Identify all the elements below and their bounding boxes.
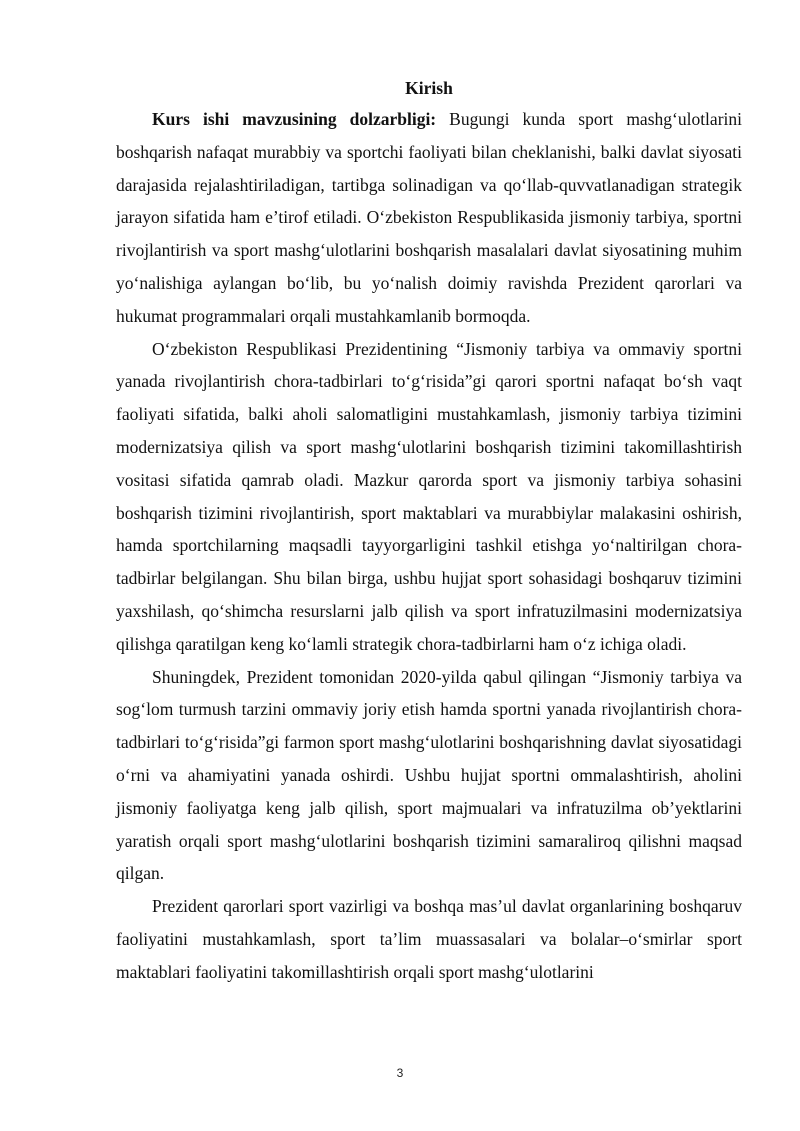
intro-lead: Kurs ishi mavzusining dolzarbligi: — [152, 109, 437, 129]
intro-text: Bugungi kunda sport mashg‘ulotlarini boshqarish nafaqat murabbiy va sportchi faoliyati bilan cheklanishi, balki davlat siyosati darajasida rejalashtiriladigan, tartibga solinadigan va qo‘llab-quvvatlanadigan strategik jarayon sifatida ham e’tirof etiladi. O‘zbekiston Respublikasida jismoniy tarbiya, sportni rivojlantirish va sport mashg‘ulotlarini boshqarish masalalari davlat siyosatining muhim yo‘nalishiga aylangan bo‘lib, bu yo‘nalish doimiy ravishda Prezident qarorlari va hukumat programmalari orqali mustahkamlanib bormoqda. — [116, 109, 742, 326]
body-paragraph: O‘zbekiston Respublikasi Prezidentining “Jismoniy tarbiya va ommaviy sportni yanada rivojlantirish chora-tadbirlari to‘g‘risida”gi qarori sportni nafaqat bo‘sh vaqt faoliyati sifatida, balki aholi salomatligini mustahkamlash, jismoniy tarbiya tizimini modernizatsiya qilish va sport mashg‘ulotlarini boshqarish tizimini takomillashtirish vositasi sifatida qamrab oladi. Mazkur qarorda sport va jismoniy tarbiya sohasini boshqarish tizimini rivojlantirish, sport maktablari va murabbiylar malakasini oshirish, hamda sportchilarning maqsadli tayyorgarligini tashkil etishga yo‘naltirilgan chora-tadbirlar belgilangan. Shu bilan birga, ushbu hujjat sport sohasidagi boshqaruv tizimini yaxshilash, qo‘shimcha resurslarni jalb qilish va sport infratuzilmasini modernizatsiya qilishga qaratilgan keng ko‘lamli strategik chora-tadbirlarni ham o‘z ichiga oladi. — [116, 338, 742, 654]
body-paragraph-partial: Prezident qarorlari sport vazirligi va boshqa mas’ul davlat organlarining boshqaruv faoliyatini mustahkamlash, sport ta’lim muassasalari va bolalar–o‘smirlar sport maktablari faoliyatini takomillashtirish orqali sport mashg‘ulotlarini — [116, 896, 742, 982]
section-title: Kirish — [405, 78, 453, 98]
page-number: 3 — [396, 1066, 404, 1080]
body-paragraph: Shuningdek, Prezident tomonidan 2020-yilda qabul qilingan “Jismoniy tarbiya va sog‘lom turmush tarzini ommaviy joriy etish hamda sportni yanada rivojlantirish chora-tadbirlari to‘g‘risida”gi farmon sport mashg‘ulotlarini boshqarishning davlat siyosatidagi o‘rni va ahamiyatini yanada oshirdi. Ushbu hujjat sportni ommalashtirish, aholini jismoniy faoliyatga keng jalb qilish, sport majmualari va infratuzilma ob’yektlarini yaratish orqali sport mashg‘ulotlarini boshqarish tizimini samaraliroq qilishni maqsad qilgan. — [116, 666, 742, 884]
document-page — [116, 73, 742, 989]
intro-paragraph — [116, 103, 742, 333]
